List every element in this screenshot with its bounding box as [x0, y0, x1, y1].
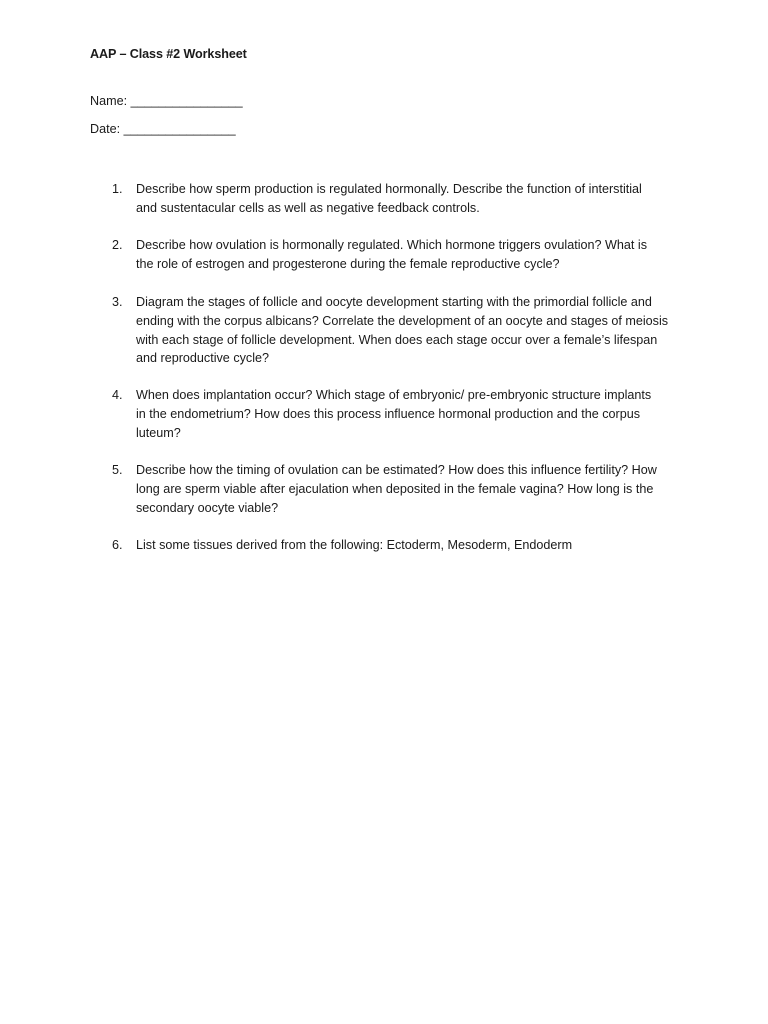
question-number: 3.: [112, 295, 123, 309]
question-line: Describe how the timing of ovulation can be estimated? How does this influence fertility? How: [136, 463, 657, 477]
question-text: [136, 236, 681, 274]
question-line: long are sperm viable after ejaculation when deposited in the female vagina? How long is the: [136, 481, 654, 496]
question-text: [136, 536, 681, 555]
question-line: with each stage of follicle development. When does each stage occur over a female’s lifespan: [136, 332, 658, 347]
question-line: Describe how sperm production is regulated hormonally. Describe the function of interstitial: [136, 182, 642, 196]
question-number: 4.: [112, 388, 123, 402]
question-text: [136, 180, 681, 218]
worksheet-title: AAP – Class #2 Worksheet: [90, 47, 247, 61]
question-line: When does implantation occur? Which stage of embryonic/ pre-embryonic structure implants: [136, 388, 652, 402]
date-field: Date: ________________: [90, 122, 236, 136]
question-line: luteum?: [136, 425, 181, 440]
name-field: Name: ________________: [90, 94, 243, 108]
question-line: and reproductive cycle?: [136, 351, 270, 366]
question-text: [136, 386, 681, 442]
question-number: 5.: [112, 463, 123, 477]
question-line: Describe how ovulation is hormonally regulated. Which hormone triggers ovulation? What is: [136, 238, 647, 252]
question-number: 2.: [112, 238, 123, 252]
question-line: in the endometrium? How does this process influence hormonal production and the corpus: [136, 406, 641, 421]
question-text: [136, 461, 681, 517]
question-line: the role of estrogen and progesterone during the female reproductive cycle?: [136, 256, 560, 271]
question-line: Diagram the stages of follicle and oocyte development starting with the primordial follicle and: [136, 295, 652, 309]
question-text: [136, 293, 681, 368]
question-number: 6.: [112, 538, 123, 552]
question-line: and sustentacular cells as well as negative feedback controls.: [136, 200, 480, 215]
question-line: List some tissues derived from the following: Ectoderm, Mesoderm, Endoderm: [136, 538, 573, 552]
question-number: 1.: [112, 182, 123, 196]
question-line: secondary oocyte viable?: [136, 500, 279, 515]
question-line: ending with the corpus albicans? Correlate the development of an oocyte and stages of meiosis: [136, 313, 669, 328]
